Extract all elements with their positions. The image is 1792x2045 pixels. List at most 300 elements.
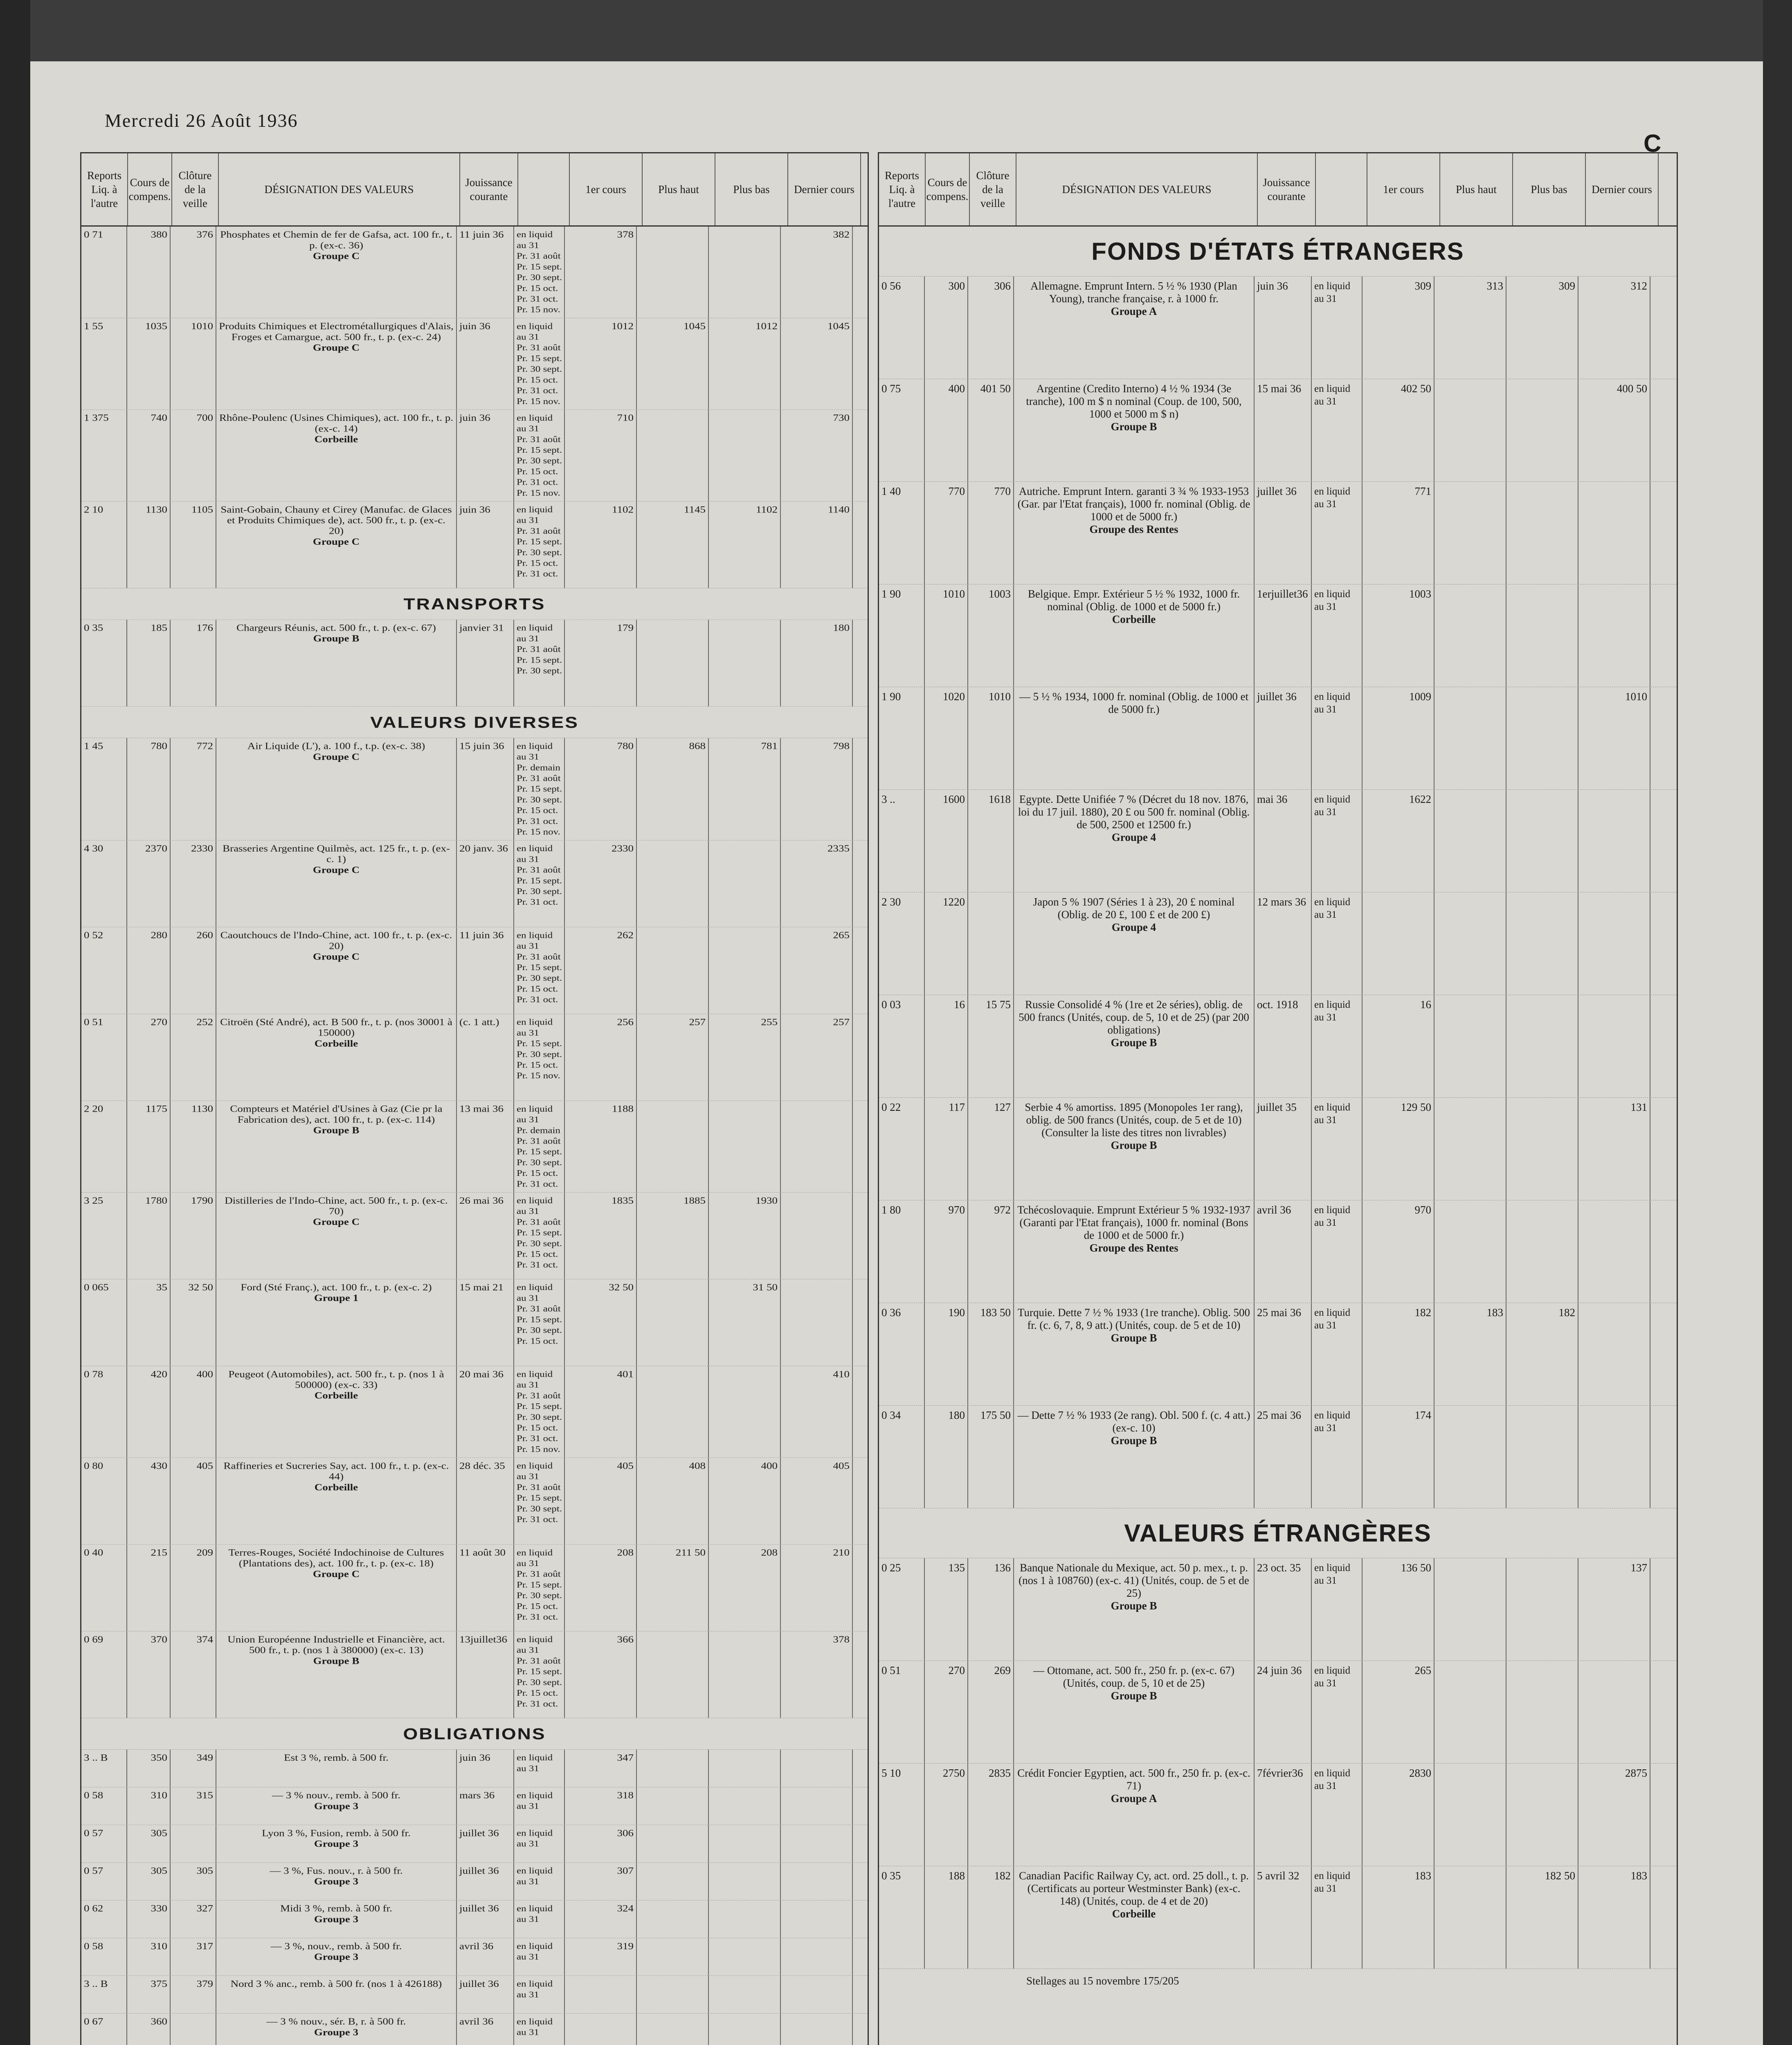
reports-value: 0 67 <box>81 2014 127 2045</box>
security-name: Nord 3 % anc., remb. à 500 fr. (nos 1 à 426188) <box>230 1978 442 1989</box>
term-labels <box>1312 1661 1363 1763</box>
dernier-cours <box>1578 1406 1650 1508</box>
term-label: Pr. demain <box>517 763 560 773</box>
dernier-cours: 257 <box>781 1014 853 1100</box>
plus-haut <box>637 620 709 706</box>
reports-value: 0 80 <box>81 1458 127 1544</box>
term-label: Pr. 15 nov. <box>517 305 560 315</box>
dernier-cours <box>781 1825 853 1862</box>
table-row <box>879 892 1677 995</box>
premier-cours: 1188 <box>565 1101 637 1192</box>
premier-cours <box>565 1976 637 2013</box>
reports-value: 0 03 <box>879 995 925 1097</box>
term-label: Pr. 31 oct. <box>517 1612 558 1622</box>
group-label: Groupe C <box>313 751 360 762</box>
table-row <box>879 1303 1677 1406</box>
group-label: Groupe 3 <box>314 1914 359 1924</box>
header-reports: Reports Liq. à l'autre <box>879 153 926 225</box>
term-labels <box>514 1101 565 1192</box>
security-name: Egypte. Dette Unifiée 7 % (Décret du 18 nov. 1876, loi du 17 juil. 1880), 20 £ ou 500 fr. nominal (Oblig. de 500, 2500 et 12500 fr.) <box>1018 793 1250 831</box>
term-label: au 31 <box>1314 1115 1337 1126</box>
designation <box>216 2014 457 2045</box>
header-blank <box>518 153 570 225</box>
table-row <box>879 482 1677 584</box>
dernier-cours <box>781 1101 853 1192</box>
premier-cours: 1622 <box>1363 790 1434 892</box>
dernier-cours <box>1578 995 1650 1097</box>
term-labels <box>514 1366 565 1457</box>
table-row <box>81 1750 868 1787</box>
group-label: Corbeille <box>314 1390 358 1401</box>
group-label: Groupe B <box>1111 1332 1157 1344</box>
left-table-header <box>81 153 868 227</box>
premier-cours: 401 <box>565 1366 637 1457</box>
term-label: Pr. 31 oct. <box>517 1434 558 1443</box>
designation <box>1014 687 1255 789</box>
reports-value: 3 .. B <box>81 1976 127 2013</box>
cloture-value: 136 <box>968 1558 1014 1661</box>
term-label: Pr. 15 oct. <box>517 283 558 293</box>
term-labels <box>514 840 565 927</box>
term-labels <box>514 1545 565 1631</box>
designation <box>216 318 457 409</box>
plus-haut <box>637 1938 709 1975</box>
table-row <box>81 738 868 840</box>
plus-bas: 208 <box>709 1545 781 1631</box>
jouissance-value: 13 mai 36 <box>457 1101 514 1192</box>
cloture-value: 209 <box>171 1545 216 1631</box>
cours-value: 330 <box>127 1901 171 1938</box>
term-label: Pr. 31 août <box>517 1217 561 1227</box>
term-labels <box>514 410 565 501</box>
cloture-value: 175 50 <box>968 1406 1014 1508</box>
section-fonds-etats-etrangers: FONDS D'ÉTATS ÉTRANGERS <box>879 227 1677 276</box>
security-name: — 3 %, Fus. nouv., r. à 500 fr. <box>270 1865 403 1876</box>
table-row <box>81 1279 868 1366</box>
jouissance-value: avril 36 <box>1255 1200 1312 1303</box>
table-row <box>879 1764 1677 1866</box>
plus-bas <box>709 1863 781 1900</box>
reports-value: 0 065 <box>81 1279 127 1366</box>
term-labels <box>514 1901 565 1938</box>
plus-bas: 182 50 <box>1506 1866 1578 1969</box>
header-plus-haut: Plus haut <box>1440 153 1513 225</box>
plus-haut <box>637 1366 709 1457</box>
term-labels <box>1312 1303 1363 1405</box>
term-labels <box>514 1458 565 1544</box>
term-label: Pr. 30 sept. <box>517 1504 562 1514</box>
jouissance-value: 11 juin 36 <box>457 227 514 318</box>
plus-bas <box>709 1632 781 1718</box>
term-label: Pr. 30 sept. <box>517 795 562 805</box>
premier-cours: 405 <box>565 1458 637 1544</box>
group-label: Groupe B <box>1111 420 1157 433</box>
premier-cours <box>1363 892 1434 995</box>
plus-haut <box>1434 1661 1506 1763</box>
plus-haut <box>637 1279 709 1366</box>
cours-value: 780 <box>127 738 171 840</box>
plus-bas: 182 <box>1506 1303 1578 1405</box>
security-name: Ford (Sté Franç.), act. 100 fr., t. p. (ex-c. 2) <box>241 1282 432 1293</box>
premier-cours: 306 <box>565 1825 637 1862</box>
designation <box>216 227 457 318</box>
term-label: Pr. 30 sept. <box>517 548 562 557</box>
group-label: Groupe B <box>1111 1434 1157 1447</box>
security-name: — Ottomane, act. 500 fr., 250 fr. p. (ex-c. 67) (Unités, coup. de 5, 10 et de 25) <box>1033 1664 1234 1689</box>
premier-cours: 1003 <box>1363 584 1434 687</box>
jouissance-value: mai 36 <box>1255 790 1312 892</box>
table-row <box>879 1098 1677 1200</box>
premier-cours: 771 <box>1363 482 1434 584</box>
term-label: Pr. 30 sept. <box>517 456 562 466</box>
term-label: au 31 <box>1314 704 1337 715</box>
designation <box>216 501 457 588</box>
designation <box>1014 1098 1255 1200</box>
cours-value: 117 <box>925 1098 968 1200</box>
term-label: Pr. 15 sept. <box>517 1315 562 1324</box>
section-valeurs-diverses: VALEURS DIVERSES <box>81 707 868 738</box>
jouissance-value: juin 36 <box>457 501 514 588</box>
designation <box>1014 1558 1255 1661</box>
term-label: Pr. 31 oct. <box>517 1515 558 1524</box>
designation <box>216 1279 457 1366</box>
term-label: au 31 <box>1314 807 1337 818</box>
page-letter: C <box>1644 130 1662 157</box>
plus-haut: 1145 <box>637 501 709 588</box>
header-plus-bas: Plus bas <box>715 153 788 225</box>
cloture-value: 315 <box>171 1787 216 1825</box>
term-label: en liquid <box>517 230 553 240</box>
designation <box>216 1901 457 1938</box>
term-label: en liquid <box>1314 999 1351 1010</box>
dernier-cours: 312 <box>1578 276 1650 379</box>
plus-bas <box>709 1901 781 1938</box>
security-name: Brasseries Argentine Quilmès, act. 125 fr., t. p. (ex-c. 1) <box>223 843 450 865</box>
plus-haut <box>1434 1866 1506 1969</box>
group-label: Groupe C <box>313 951 360 962</box>
header-plus-haut: Plus haut <box>643 153 715 225</box>
cloture-value: 1790 <box>171 1193 216 1279</box>
term-label: en liquid <box>517 742 553 751</box>
jouissance-value: avril 36 <box>457 2014 514 2045</box>
term-label: au 31 <box>1314 396 1337 407</box>
term-label: Pr. 30 sept. <box>517 973 562 983</box>
cours-value: 280 <box>127 927 171 1014</box>
term-labels <box>1312 1098 1363 1200</box>
term-label: Pr. 31 oct. <box>517 1260 558 1270</box>
reports-value: 1 55 <box>81 318 127 409</box>
premier-cours: 318 <box>565 1787 637 1825</box>
term-labels <box>1312 584 1363 687</box>
premier-cours: 378 <box>565 227 637 318</box>
plus-haut <box>637 1750 709 1787</box>
plus-bas: 781 <box>709 738 781 840</box>
plus-haut <box>637 410 709 501</box>
cloture-value: 306 <box>968 276 1014 379</box>
plus-bas <box>709 927 781 1014</box>
premier-cours: 1009 <box>1363 687 1434 789</box>
term-label: Pr. 15 nov. <box>517 1071 560 1081</box>
term-label: au 31 <box>517 1207 539 1216</box>
jouissance-value: juillet 36 <box>457 1976 514 2013</box>
security-name: Midi 3 %, remb. à 500 fr. <box>280 1903 392 1914</box>
jouissance-value: 26 mai 36 <box>457 1193 514 1279</box>
header-jouissance: Jouissance courante <box>1258 153 1316 225</box>
term-label: au 31 <box>517 1559 539 1569</box>
premier-cours: 32 50 <box>565 1279 637 1366</box>
dernier-cours: 180 <box>781 620 853 706</box>
designation <box>1014 1764 1255 1866</box>
plus-haut <box>1434 482 1506 584</box>
table-row <box>81 1825 868 1863</box>
security-name: Peugeot (Automobiles), act. 500 fr., t. p. (nos 1 à 500000) (ex-c. 33) <box>228 1369 444 1390</box>
term-label: en liquid <box>517 1904 553 1913</box>
term-label: au 31 <box>517 1877 539 1886</box>
term-label: Pr. 30 sept. <box>517 1412 562 1422</box>
header-cloture: Clôture de la veille <box>172 153 219 225</box>
jouissance-value: 15 mai 21 <box>457 1279 514 1366</box>
plus-bas: 1012 <box>709 318 781 409</box>
security-name: Autriche. Emprunt Intern. garanti 3 ¾ % 1933-1953 (Gar. par l'Etat français), 1000 fr. nominal (Oblig. de 1000 et de 5000 fr.) <box>1017 485 1250 523</box>
reports-value: 0 57 <box>81 1863 127 1900</box>
group-label: Groupe C <box>313 536 360 547</box>
term-label: en liquid <box>517 505 553 515</box>
jouissance-value: 7février36 <box>1255 1764 1312 1866</box>
term-label: en liquid <box>1314 1870 1351 1881</box>
term-label: en liquid <box>517 1753 553 1763</box>
jouissance-value: (c. 1 att.) <box>457 1014 514 1100</box>
table-row <box>81 1366 868 1458</box>
term-labels <box>1312 892 1363 995</box>
term-label: en liquid <box>1314 1102 1351 1113</box>
security-name: Turquie. Dette 7 ½ % 1933 (1re tranche). Oblig. 500 fr. (c. 6, 7, 8, 9 att.) (Unités, coup. de 5 et de 10) <box>1017 1306 1250 1331</box>
plus-bas <box>709 227 781 318</box>
reports-value: 0 35 <box>81 620 127 706</box>
term-label: au 31 <box>1314 1217 1337 1228</box>
table-row <box>81 1193 868 1279</box>
premier-cours <box>565 2014 637 2045</box>
reports-value: 0 57 <box>81 1825 127 1862</box>
header-premier: 1er cours <box>570 153 643 225</box>
reports-value: 0 75 <box>879 379 925 481</box>
page-date: Mercredi 26 Août 1936 <box>105 110 298 131</box>
cours-value: 380 <box>127 227 171 318</box>
designation <box>1014 584 1255 687</box>
premier-cours: 2830 <box>1363 1764 1434 1866</box>
term-label: Pr. 31 août <box>517 526 561 536</box>
group-label: Groupe 3 <box>314 1838 359 1849</box>
cours-value: 1220 <box>925 892 968 995</box>
security-name: Union Européenne Industrielle et Financière, act. 500 fr., t. p. (nos 1 à 380000) (ex-c. 13) <box>227 1634 445 1656</box>
cloture-value: 15 75 <box>968 995 1014 1097</box>
term-label: Pr. 31 août <box>517 1483 561 1492</box>
group-label: Groupe B <box>313 1125 360 1136</box>
dernier-cours: 1140 <box>781 501 853 588</box>
term-label: au 31 <box>517 1839 539 1849</box>
dernier-cours <box>781 1901 853 1938</box>
plus-haut <box>1434 1098 1506 1200</box>
table-row <box>81 1014 868 1101</box>
plus-haut <box>1434 1200 1506 1303</box>
cloture-value: 127 <box>968 1098 1014 1200</box>
jouissance-value: 20 mai 36 <box>457 1366 514 1457</box>
term-label: en liquid <box>517 1828 553 1838</box>
reports-value: 5 10 <box>879 1764 925 1866</box>
security-name: Caoutchoucs de l'Indo-Chine, act. 100 fr., t. p. (ex-c. 20) <box>220 930 452 951</box>
plus-haut <box>637 1976 709 2013</box>
security-name: Serbie 4 % amortiss. 1895 (Monopoles 1er rang), oblig. de 500 francs (Unités, coup. de 5 et de 10) (Consulter la liste des titres non livrables) <box>1025 1101 1243 1139</box>
term-label: Pr. 31 août <box>517 1656 561 1666</box>
term-label: Pr. 15 oct. <box>517 1249 558 1259</box>
designation <box>1014 1200 1255 1303</box>
dernier-cours <box>781 1976 853 2013</box>
term-label: Pr. 15 sept. <box>517 354 562 364</box>
term-label: Pr. 30 sept. <box>517 1049 562 1059</box>
term-label: Pr. 30 sept. <box>517 1326 562 1335</box>
term-label: Pr. 15 sept. <box>517 655 562 665</box>
cours-value: 185 <box>127 620 171 706</box>
group-label: Groupe B <box>1111 1600 1157 1612</box>
reports-value: 0 25 <box>879 1558 925 1661</box>
security-name: — 3 % nouv., remb. à 500 fr. <box>272 1790 400 1801</box>
plus-haut <box>637 1632 709 1718</box>
plus-haut: 1045 <box>637 318 709 409</box>
table-row <box>81 1976 868 2014</box>
stellages-note: Stellages au 15 novembre 175/205 <box>1026 1975 1179 1987</box>
premier-cours: 262 <box>565 927 637 1014</box>
term-label: Pr. 15 oct. <box>517 806 558 816</box>
security-name: Japon 5 % 1907 (Séries 1 à 23), 20 £ nominal (Oblig. de 20 £, 100 £ et de 200 £) <box>1033 896 1235 921</box>
cours-value: 305 <box>127 1863 171 1900</box>
page-edge-left <box>0 0 30 2045</box>
plus-bas <box>709 2014 781 2045</box>
plus-bas <box>1506 995 1578 1097</box>
term-label: Pr. 15 oct. <box>517 984 558 994</box>
term-label: au 31 <box>1314 601 1337 612</box>
term-label: Pr. 15 sept. <box>517 963 562 973</box>
term-label: au 31 <box>517 1645 539 1655</box>
left-rows <box>81 227 868 2045</box>
term-label: au 31 <box>517 332 539 342</box>
table-row <box>81 2014 868 2045</box>
term-label: Pr. 15 sept. <box>517 876 562 885</box>
reports-value: 3 .. B <box>81 1750 127 1787</box>
term-label: Pr. 15 sept. <box>517 1580 562 1590</box>
cloture-value: 183 50 <box>968 1303 1014 1405</box>
term-label: en liquid <box>517 1942 553 1951</box>
term-label: Pr. 31 oct. <box>517 1179 558 1189</box>
jouissance-value: juillet 36 <box>1255 482 1312 584</box>
header-reports: Reports Liq. à l'autre <box>81 153 128 225</box>
plus-haut <box>637 1825 709 1862</box>
reports-value: 0 40 <box>81 1545 127 1631</box>
term-label: en liquid <box>517 1369 553 1379</box>
term-label: Pr. 30 sept. <box>517 1591 562 1600</box>
plus-bas <box>709 620 781 706</box>
group-label: Groupe C <box>313 1216 360 1227</box>
term-labels <box>514 1750 565 1787</box>
page-edge-right <box>1763 0 1792 2045</box>
cours-value: 1035 <box>127 318 171 409</box>
term-label: en liquid <box>517 1196 553 1206</box>
term-labels <box>514 1787 565 1825</box>
cours-value: 375 <box>127 1976 171 2013</box>
term-label: Pr. 30 sept. <box>517 1158 562 1167</box>
table-row <box>81 1458 868 1544</box>
premier-cours: 780 <box>565 738 637 840</box>
dernier-cours: 400 50 <box>1578 379 1650 481</box>
reports-value: 0 52 <box>81 927 127 1014</box>
table-row <box>81 1545 868 1632</box>
cours-value: 35 <box>127 1279 171 1366</box>
term-label: Pr. 15 sept. <box>517 1147 562 1157</box>
designation <box>216 620 457 706</box>
cloture-value: 1010 <box>968 687 1014 789</box>
dernier-cours <box>1578 892 1650 995</box>
plus-bas <box>1506 584 1578 687</box>
cloture-value: 400 <box>171 1366 216 1457</box>
plus-haut <box>1434 687 1506 789</box>
term-label: au 31 <box>517 515 539 525</box>
term-labels <box>514 927 565 1014</box>
table-row <box>81 1901 868 1938</box>
cloture-value: 379 <box>171 1976 216 2013</box>
reports-value: 0 34 <box>879 1406 925 1508</box>
group-label: Groupe des Rentes <box>1089 523 1178 535</box>
plus-haut: 211 50 <box>637 1545 709 1631</box>
term-label: Pr. 31 août <box>517 343 561 353</box>
term-label: Pr. 15 oct. <box>517 1688 558 1698</box>
term-label: au 31 <box>1314 1423 1337 1434</box>
security-name: — 5 ½ % 1934, 1000 fr. nominal (Oblig. de 1000 et de 5000 fr.) <box>1019 690 1249 715</box>
term-label: au 31 <box>517 854 539 864</box>
term-label: au 31 <box>517 1115 539 1125</box>
security-name: Saint-Gobain, Chauny et Cirey (Manufac. de Glaces et Produits Chimiques de), act. 500 fr., t. p. (ex-c. 20) <box>220 504 452 536</box>
cloture-value: 1130 <box>171 1101 216 1192</box>
plus-bas <box>1506 379 1578 481</box>
table-row <box>879 687 1677 790</box>
term-labels <box>1312 1866 1363 1969</box>
designation <box>216 1787 457 1825</box>
dernier-cours: 2875 <box>1578 1764 1650 1866</box>
term-label: en liquid <box>517 1104 553 1114</box>
term-labels <box>1312 379 1363 481</box>
cours-value: 2750 <box>925 1764 968 1866</box>
term-label: Pr. 15 oct. <box>517 1060 558 1070</box>
jouissance-value: 28 déc. 35 <box>457 1458 514 1544</box>
plus-haut <box>637 927 709 1014</box>
term-label: en liquid <box>1314 486 1351 497</box>
group-label: Corbeille <box>1112 1908 1156 1920</box>
term-label: au 31 <box>517 424 539 434</box>
jouissance-value: juin 36 <box>457 1750 514 1787</box>
cloture-value: 405 <box>171 1458 216 1544</box>
dernier-cours <box>1578 790 1650 892</box>
designation <box>216 840 457 927</box>
premier-cours: 1835 <box>565 1193 637 1279</box>
term-label: Pr. 15 oct. <box>517 1336 558 1346</box>
designation <box>216 1193 457 1279</box>
dernier-cours: 798 <box>781 738 853 840</box>
plus-haut: 1885 <box>637 1193 709 1279</box>
term-labels <box>1312 1406 1363 1508</box>
cours-value: 1600 <box>925 790 968 892</box>
plus-bas <box>1506 790 1578 892</box>
security-name: Est 3 %, remb. à 500 fr. <box>284 1752 389 1763</box>
plus-bas: 1102 <box>709 501 781 588</box>
group-label: Groupe 4 <box>1111 831 1156 843</box>
cours-value: 1175 <box>127 1101 171 1192</box>
